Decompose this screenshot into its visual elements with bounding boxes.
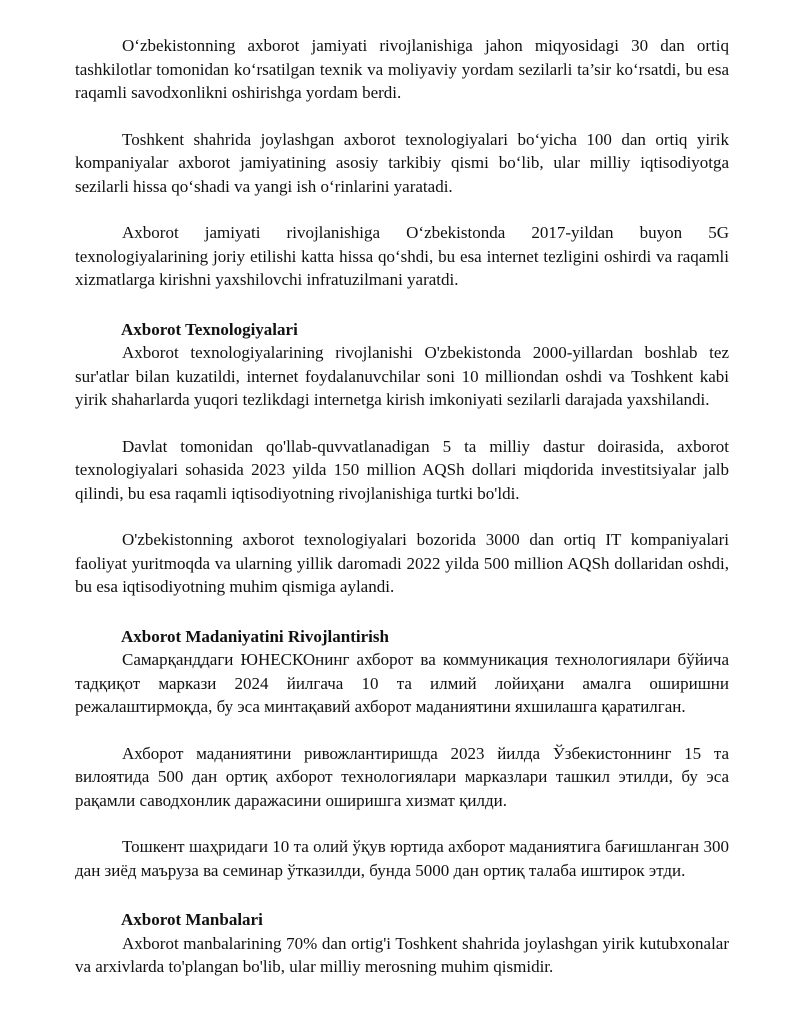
section-heading-manbalari: Axborot Manbalari	[121, 910, 263, 929]
section-2-paragraph-3: Тошкент шаҳридаги 10 та олий ўқув юртида ахборот маданиятига бағишланган 300 дан зиёд маъруза ва семинар ўтказилди, бунда 5000 дан ортиқ талаба иштирок этди.	[75, 837, 729, 880]
section-1-paragraph-2: Davlat tomonidan qo'llab-quvvatlanadigan 5 ta milliy dastur doirasida, axborot texnologiyalari sohasida 2023 yilda 150 million AQSh dollari miqdorida investitsiyalar jalb qilindi, bu esa raqamli iqtisodiyotning rivojlanishiga turtki bo'ldi.	[75, 436, 729, 503]
section-1-paragraph-1: Axborot texnologiyalarining rivojlanishi O'zbekistonda 2000-yillardan boshlab tez sur'atlar bilan kuzatildi, internet foydalanuvchilar soni 10 milliondan oshdi va Toshkent kabi yirik shaharlarda yuqori tezlikdagi internetga kirish imkoniyati sezilarli darajada yaxshilandi.	[75, 343, 729, 409]
section-3-paragraph-1: Axborot manbalarining 70% dan ortig'i Toshkent shahrida joylashgan yirik kutubxonalar va arxivlarda to'plangan bo'lib, ular milliy merosning muhim qismidir.	[75, 933, 729, 976]
intro-paragraph-3: Axborot jamiyati rivojlanishiga O‘zbekistonda 2017-yildan buyon 5G texnologiyalarining joriy etilishi katta hissa qo‘shdi, bu esa internet tezligini oshirdi va raqamli xizmatlarga kirishni yaxshilovchi infratuzilmani yaratdi.	[75, 223, 729, 289]
section-heading-texnologiyalari: Axborot Texnologiyalari	[121, 319, 298, 339]
intro-paragraph-2: Toshkent shahrida joylashgan axborot texnologiyalari bo‘yicha 100 dan ortiq yirik kompaniyalar axborot jamiyatining asosiy tarkibiy qismi bo‘lib, ular milliy iqtisodiyotga sezilarli hissa qo‘shadi va yangi ish o‘rinlarini yaratadi.	[75, 129, 729, 196]
section-2-paragraph-2: Ахборот маданиятини ривожлантиришда 2023 йилда Ўзбекистоннинг 15 та вилоятида 500 дан ортиқ ахборот технологиялари марказлари ташкил этилди, бу эса рақамли саводхонлик даражасини оширишга хизмат қилди.	[75, 743, 729, 810]
intro-paragraph-1: O‘zbekistonning axborot jamiyati rivojlanishiga jahon miqyosidagi 30 dan ortiq tashkilotlar tomonidan ko‘rsatilgan texnik va moliyaviy yordam sezilarli ta’sir ko‘rsatdi, bu esa raqamli savodxonlikni oshirishga yordam berdi.	[75, 36, 729, 102]
section-2-paragraph-1: Самарқанддаги ЮНЕСКОнинг ахборот ва коммуникация технологиялари бўйича тадқиқот маркази 2024 йилгача 10 та илмий лойиҳани амалга оширишни режалаштирмоқда, бу эса минтақавий ахборот маданиятини яхшилашга қаратилган.	[75, 650, 729, 716]
section-heading-madaniyati: Axborot Madaniyatini Rivojlantirish	[121, 626, 389, 646]
section-1-paragraph-3: O'zbekistonning axborot texnologiyalari bozorida 3000 dan ortiq IT kompaniyalari faoliyat yuritmoqda va ularning yillik daromadi 2022 yilda 500 million AQSh dollaridan oshdi, bu esa iqtisodiyotning muhim qismiga aylandi.	[75, 530, 729, 596]
